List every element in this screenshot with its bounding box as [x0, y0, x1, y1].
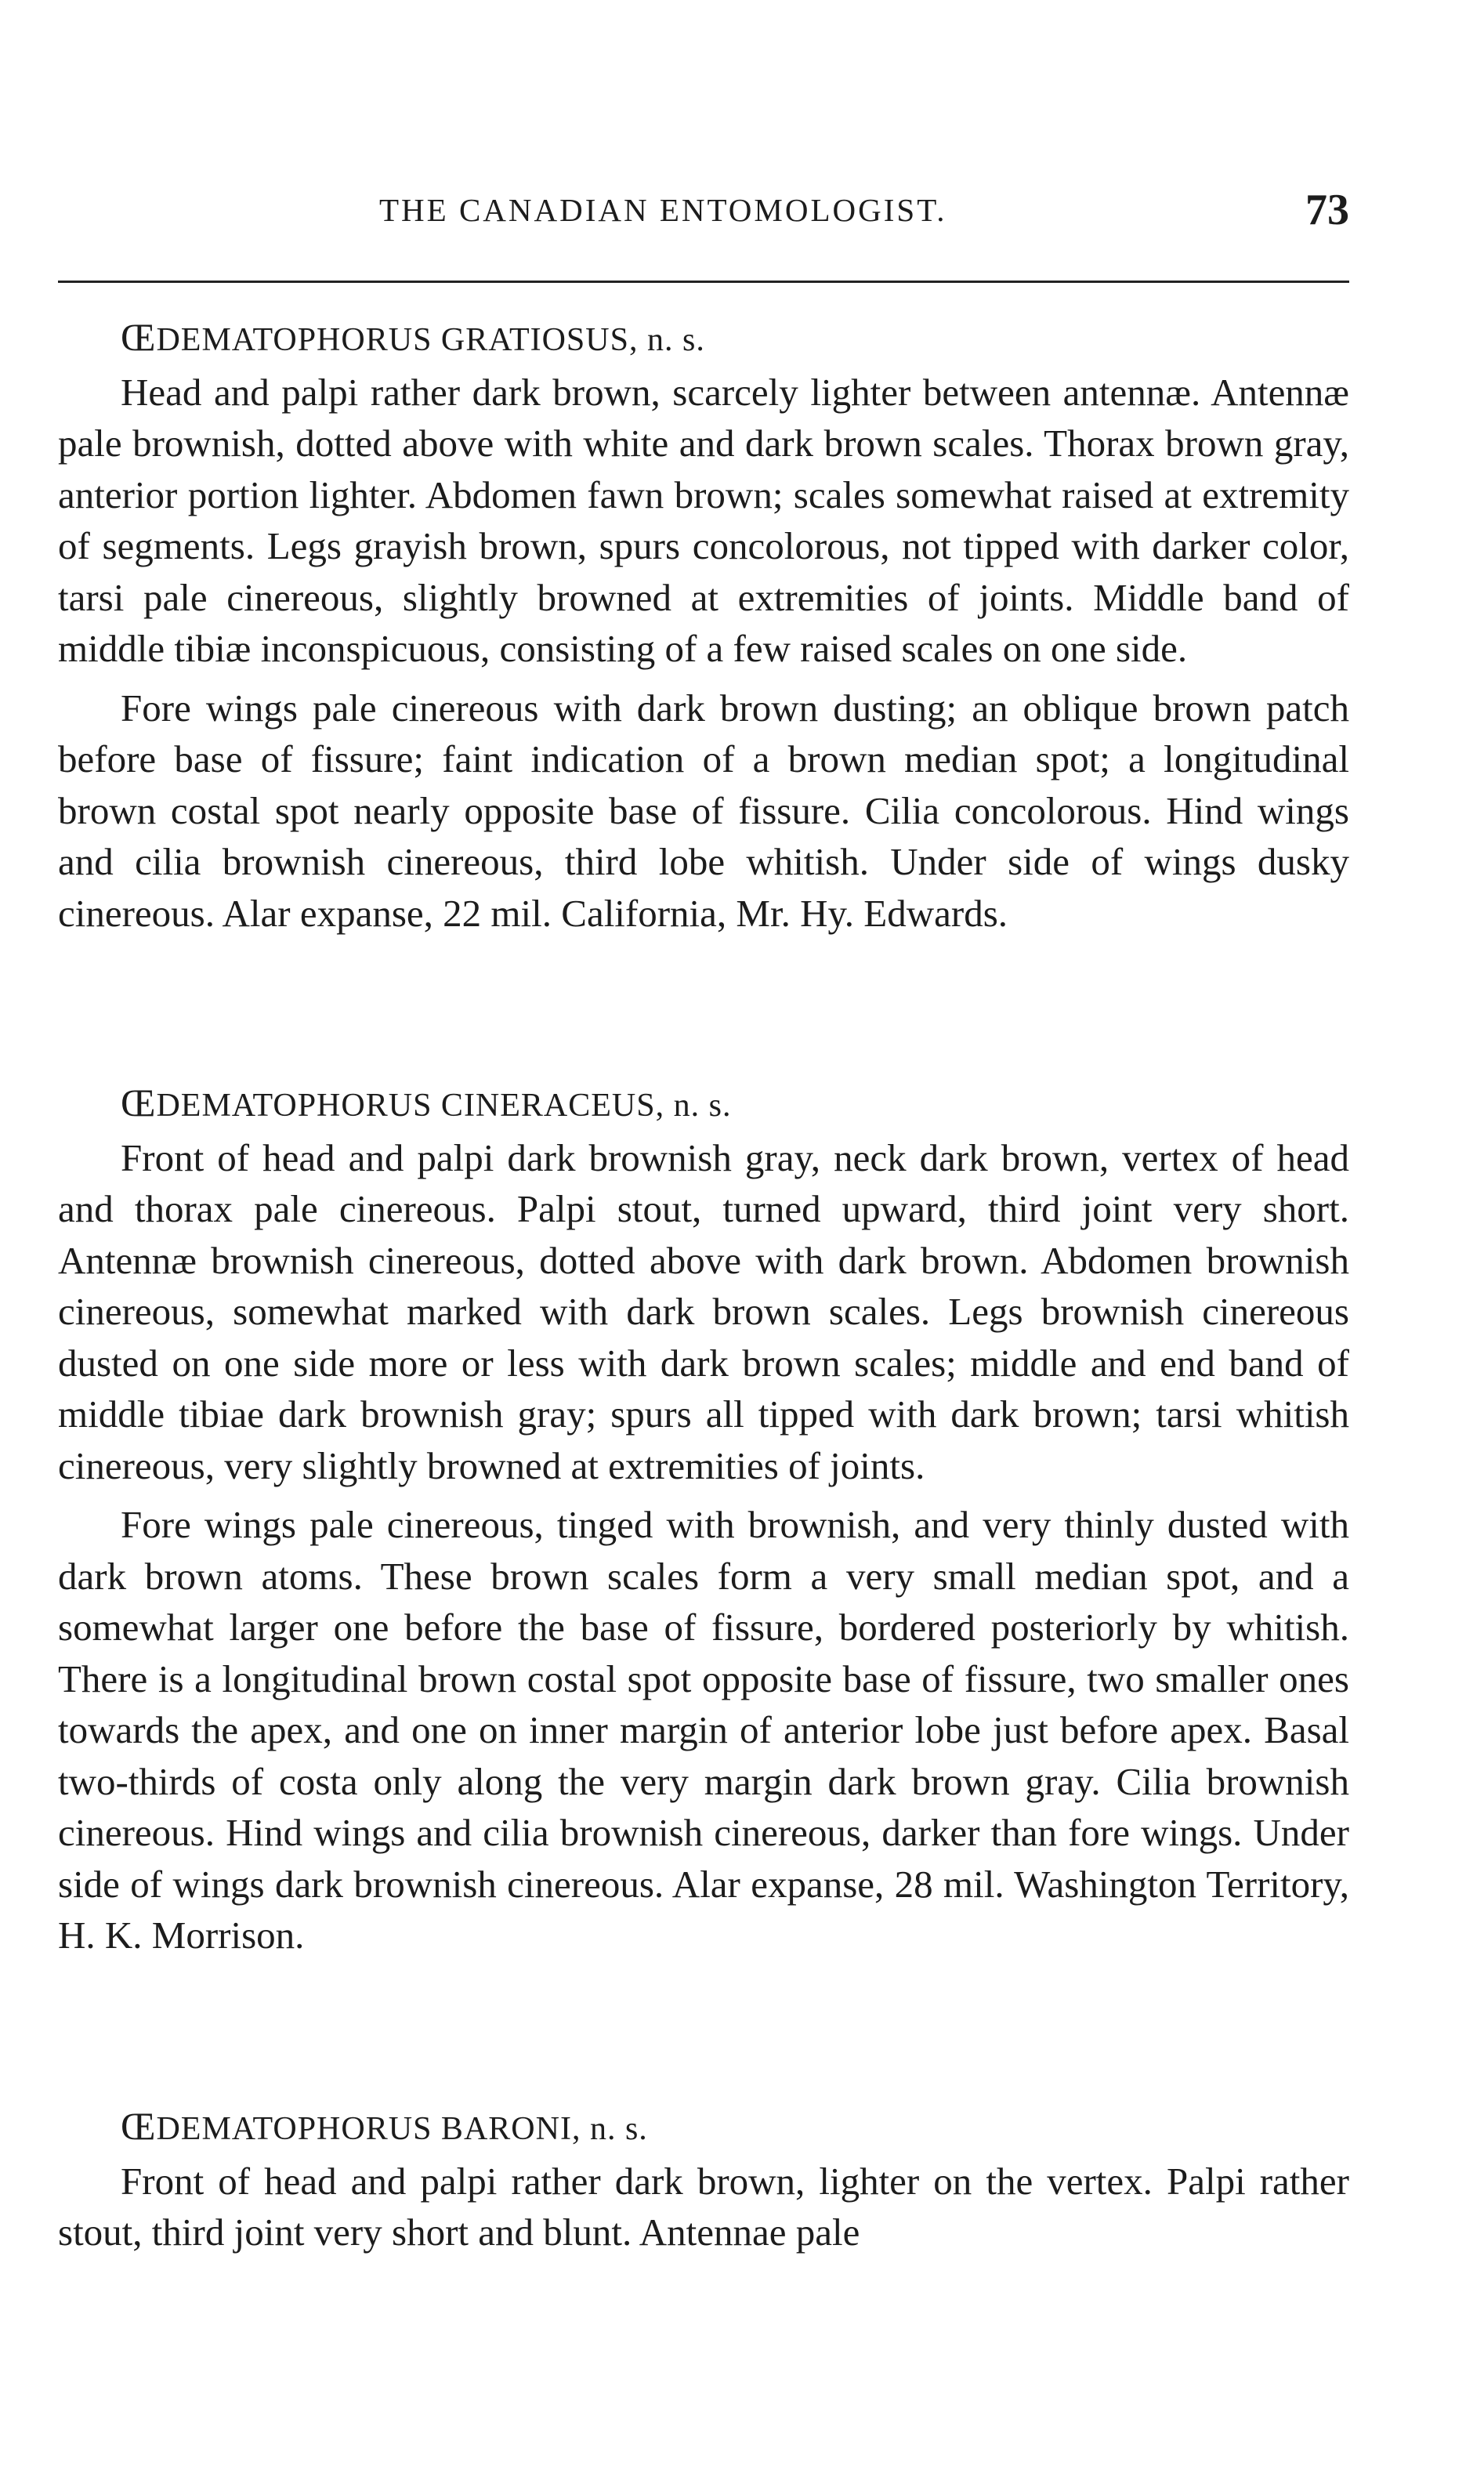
description-paragraph: Front of head and palpi dark brownish gray, neck dark brown, vertex of head and thorax pale cinereous. Palpi stout, turned upward, third joint very short. Antennæ brownish cinereous, dotted above with dark brown. Abdomen brownish cinereous, somewhat marked with dark brown scales. Legs brownish cinereous dusted on one side more or less with dark brown scales; middle and end band of middle tibiae dark brownish gray; spurs all tipped with dark brown; tarsi whitish cinereous, very slightly browned at extremities of joints.	[58, 1135, 1349, 1487]
species-heading: ŒDEMATOPHORUS CINERACEUS, n. s.	[121, 1081, 732, 1124]
description-paragraph: Fore wings pale cinereous, tinged with brownish, and very thinly dusted with dark brown atoms. These brown scales form a very small median spot, and a somewhat larger one before the base of fissure, bordered posteriorly by whitish. There is a longitudinal brown costal spot opposite base of fissure, two smaller ones towards the apex, and one on inner margin of anterior lobe just before apex. Basal two-thirds of costa only along the very margin dark brown gray. Cilia brownish cinereous. Hind wings and cilia brownish cinereous, darker than fore wings. Under side of wings dark brownish cinereous. Alar expanse, 28 mil. Washington Territory, H. K. Morrison.	[58, 1503, 1349, 1957]
page	[58, 0, 1349, 2484]
description-paragraph: Front of head and palpi rather dark brown, lighter on the vertex. Palpi rather stout, third joint very short and blunt. Antennae pale	[58, 2159, 1349, 2254]
running-head	[58, 185, 1349, 240]
page-number: 73	[1305, 186, 1349, 234]
header-rule	[58, 281, 1349, 283]
species-heading: ŒDEMATOPHORUS BARONI, n. s.	[121, 2104, 648, 2148]
description-paragraph: Head and palpi rather dark brown, scarcely lighter between antennæ. Antennæ pale brownish, dotted above with white and dark brown scales. Thorax brown gray, anterior portion lighter. Abdomen fawn brown; scales somewhat raised at extremity of segments. Legs grayish brown, spurs concolorous, not tipped with darker color, tarsi pale cinereous, slightly browned at extremities of joints. Middle band of middle tibiæ inconspicuous, consisting of a few raised scales on one side.	[58, 370, 1349, 670]
species-entry-baroni	[58, 2101, 1349, 2258]
description-paragraph: Fore wings pale cinereous with dark brown dusting; an oblique brown patch before base of fissure; faint indication of a brown median spot; a longitudinal brown costal spot nearly opposite base of fissure. Cilia concolorous. Hind wings and cilia brownish cinereous, third lobe whitish. Under side of wings dusky cinereous. Alar expanse, 22 mil. California, Mr. Hy. Edwards.	[58, 686, 1349, 935]
journal-title: THE CANADIAN ENTOMOLOGIST.	[379, 192, 947, 228]
species-entry-cineraceus	[58, 1077, 1349, 1961]
species-heading: ŒDEMATOPHORUS GRATIOSUS, n. s.	[121, 315, 705, 359]
species-entry-gratiosus	[58, 312, 1349, 939]
